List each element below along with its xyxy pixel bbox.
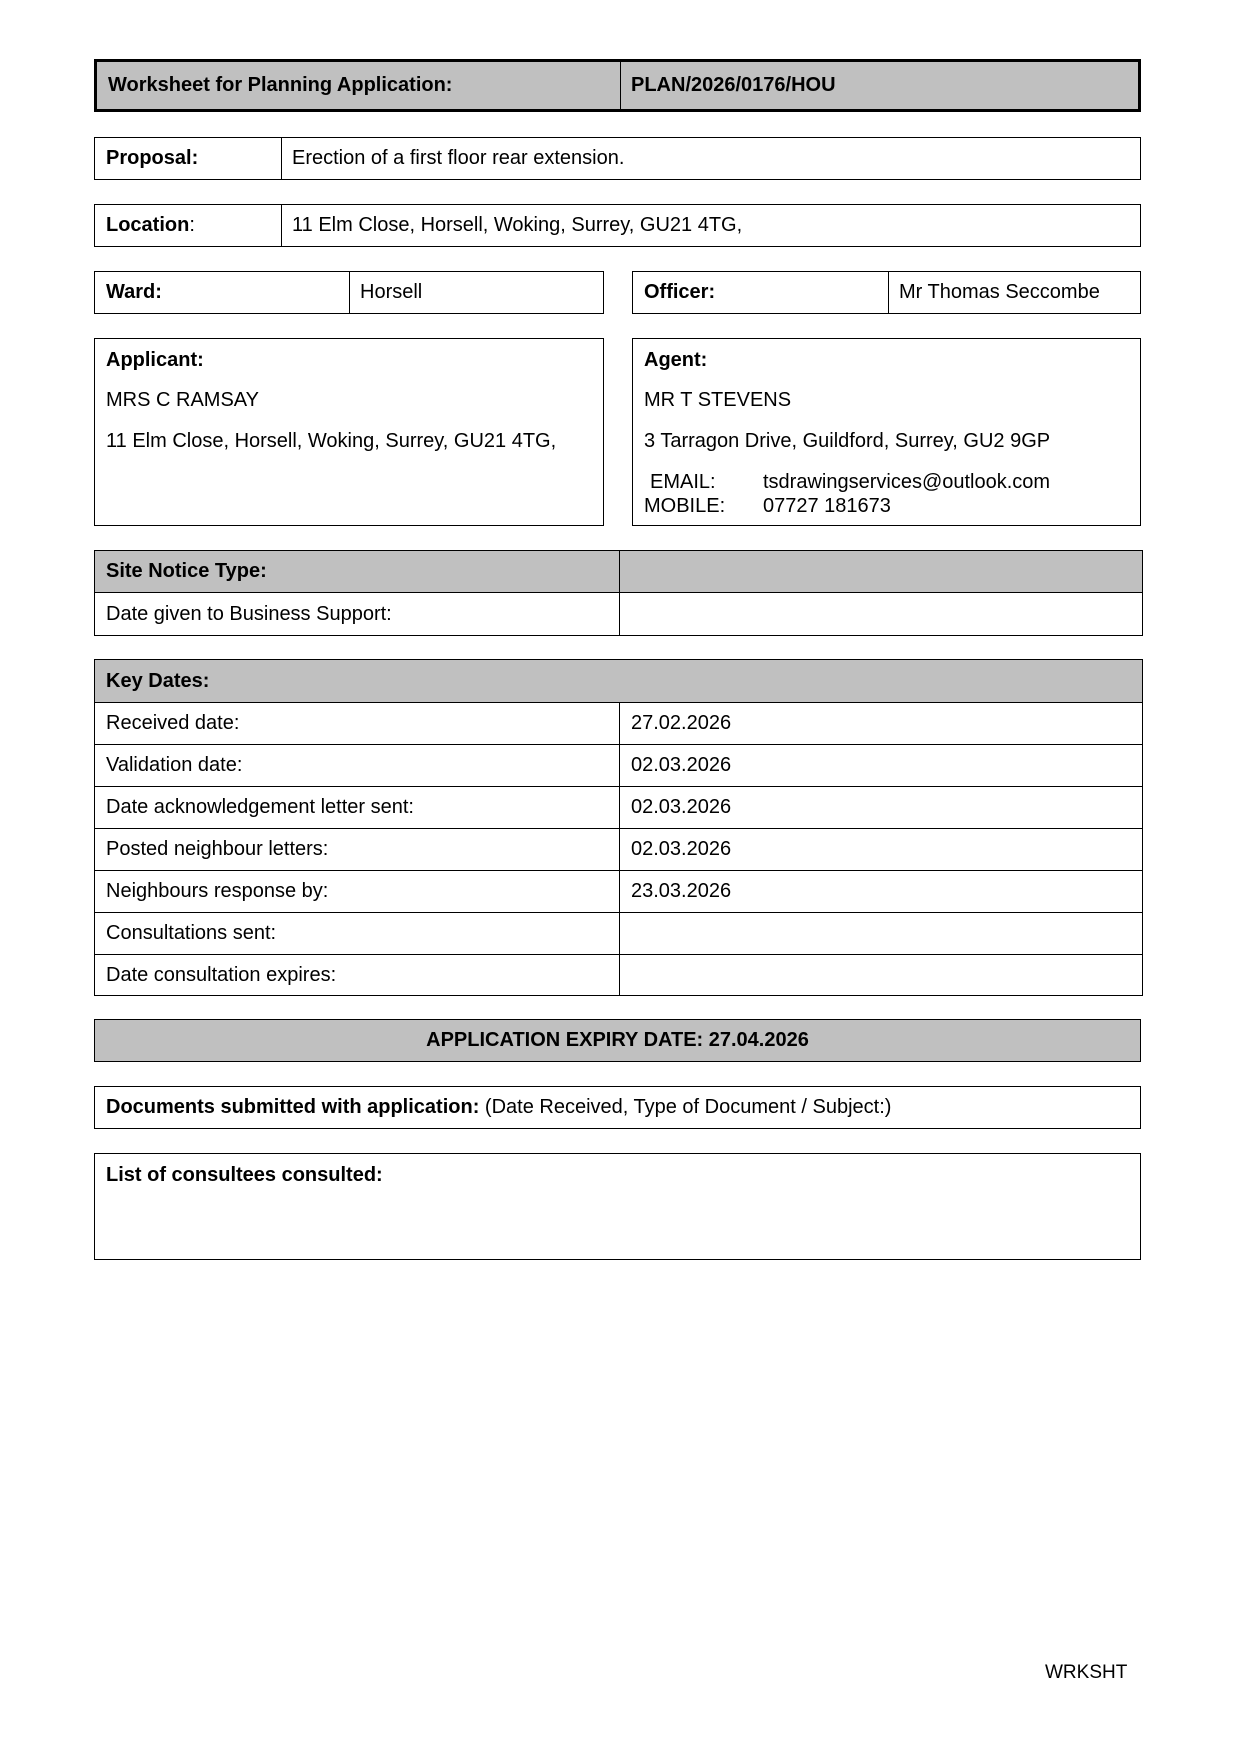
agent-label: Agent:: [644, 349, 708, 371]
key-date-label: Date consultation expires:: [106, 964, 337, 986]
ward-value: Horsell: [360, 281, 423, 303]
key-dates-table: [94, 659, 1143, 996]
location-row: [94, 204, 1141, 247]
application-reference: PLAN/2026/0176/HOU: [631, 74, 836, 96]
key-date-label: Consultations sent:: [106, 922, 277, 944]
proposal-row: [94, 137, 1141, 180]
table-row: [95, 954, 1142, 996]
table-row: [95, 744, 1142, 786]
applicant-address: 11 Elm Close, Horsell, Woking, Surrey, GU21 4TG,: [106, 430, 557, 452]
agent-name: MR T STEVENS: [644, 389, 792, 411]
officer-label: Officer:: [644, 281, 716, 303]
table-row: [95, 786, 1142, 828]
key-date-value: 02.03.2026: [631, 796, 732, 818]
key-date-label: Neighbours response by:: [106, 880, 329, 902]
ward-label: Ward:: [106, 281, 162, 303]
consultees-label: List of consultees consulted:: [106, 1164, 383, 1186]
table-row: [95, 912, 1142, 954]
site-notice-type-label: Site Notice Type:: [106, 560, 267, 582]
officer-row: [632, 271, 1141, 314]
agent-mobile-label: MOBILE:: [644, 495, 726, 517]
key-date-label: Validation date:: [106, 754, 243, 776]
documents-note: (Date Received, Type of Document / Subject:): [484, 1096, 892, 1118]
site-notice-table: [94, 550, 1143, 636]
agent-email: tsdrawingservices@outlook.com: [763, 471, 1051, 493]
key-date-label: Date acknowledgement letter sent:: [106, 796, 414, 818]
applicant-label: Applicant:: [106, 349, 204, 371]
location-colon: :: [189, 214, 195, 236]
proposal-label: Proposal:: [106, 147, 199, 169]
business-support-value: [619, 593, 1142, 635]
location-label: Location: [106, 214, 190, 236]
application-expiry-banner: [94, 1019, 1141, 1062]
agent-email-label: EMAIL:: [650, 471, 716, 493]
table-row: [95, 870, 1142, 912]
documents-label: Documents submitted with application:: [106, 1096, 480, 1118]
worksheet-title: Worksheet for Planning Application:: [108, 74, 453, 96]
ward-row: [94, 271, 604, 314]
key-date-value: 02.03.2026: [631, 754, 732, 776]
agent-mobile: 07727 181673: [763, 495, 891, 517]
footer-code: WRKSHT: [1045, 1662, 1128, 1683]
table-row: [95, 828, 1142, 870]
site-notice-type-value: [619, 551, 1142, 592]
consultees-box: [94, 1153, 1141, 1260]
key-date-value: 23.03.2026: [631, 880, 732, 902]
key-date-value: 02.03.2026: [631, 838, 732, 860]
documents-box: [94, 1086, 1141, 1129]
business-support-label: Date given to Business Support:: [106, 602, 392, 625]
applicant-box: [94, 338, 604, 526]
officer-value: Mr Thomas Seccombe: [899, 281, 1100, 303]
application-expiry-text: APPLICATION EXPIRY DATE: 27.04.2026: [426, 1029, 809, 1051]
table-row: [95, 702, 1142, 744]
location-value: 11 Elm Close, Horsell, Woking, Surrey, GU21 4TG,: [292, 214, 743, 236]
key-date-label: Posted neighbour letters:: [106, 838, 329, 860]
applicant-name: MRS C RAMSAY: [106, 389, 259, 411]
key-date-label: Received date:: [106, 712, 240, 734]
worksheet-header: [94, 59, 1141, 112]
key-dates-title-text: Key Dates:: [106, 669, 210, 692]
key-dates-title: [95, 660, 1142, 702]
key-date-value: 27.02.2026: [631, 712, 732, 734]
agent-box: [632, 338, 1141, 526]
agent-address: 3 Tarragon Drive, Guildford, Surrey, GU2 9GP: [644, 430, 1051, 452]
location-label-cell: [95, 205, 281, 246]
proposal-value: Erection of a first floor rear extension.: [292, 147, 625, 169]
